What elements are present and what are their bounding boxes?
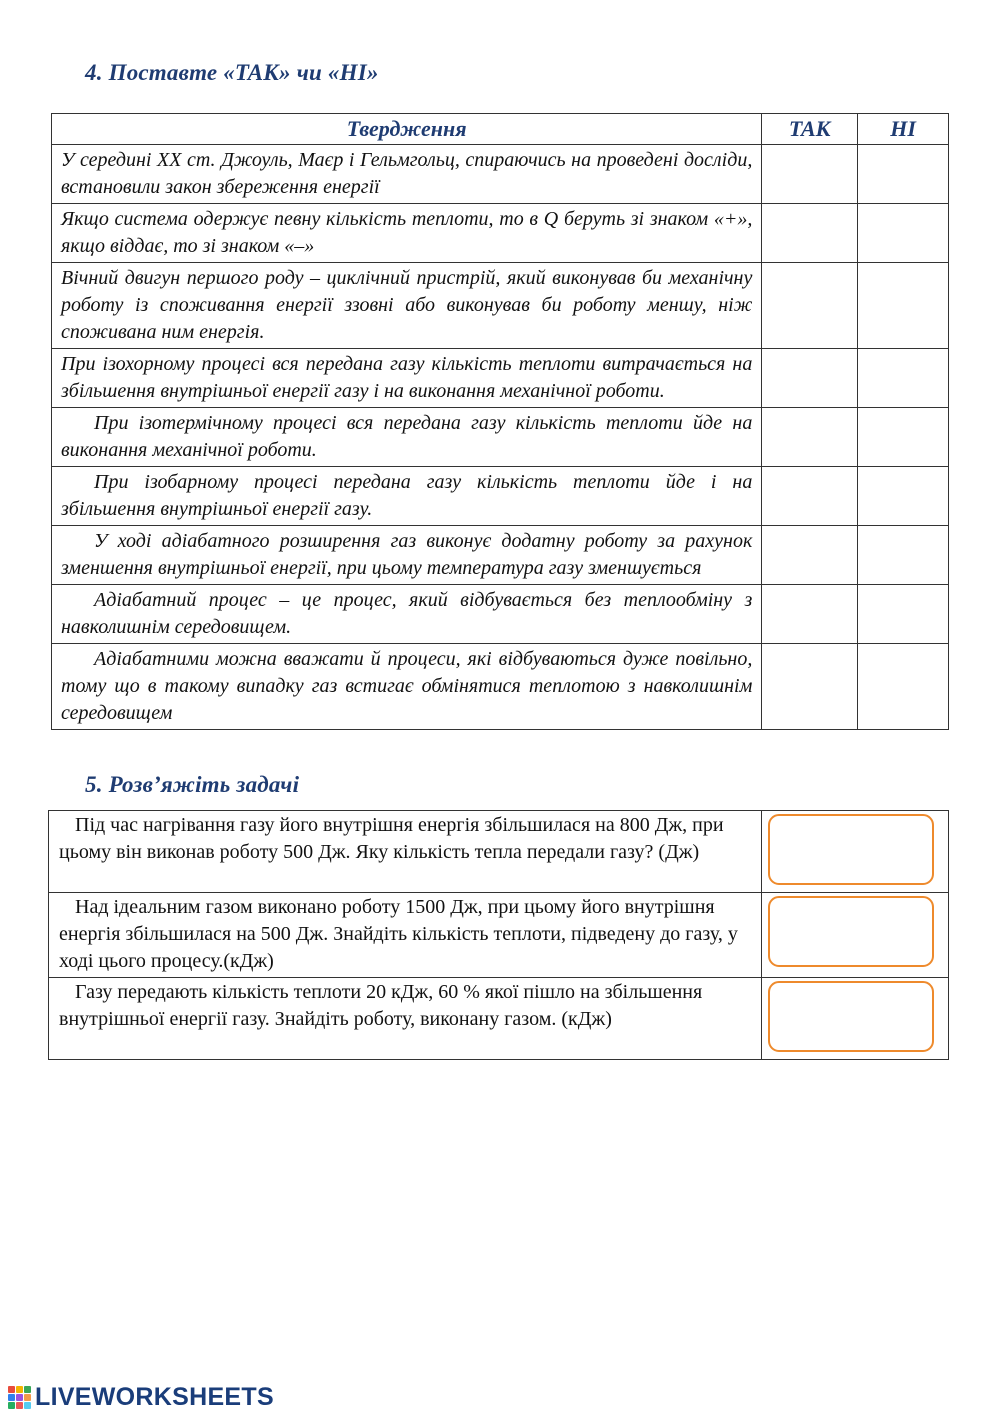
task-row	[49, 811, 949, 893]
tasks-table	[48, 810, 949, 1060]
task-text: Під час нагрівання газу його внутрішня енергія збільшилася на 800 Дж, при цьому він виконав роботу 500 Дж. Яку кількість тепла передали газу? (Дж)	[49, 811, 762, 893]
yes-answer-cell[interactable]	[762, 644, 858, 730]
section-5-title: 5. Розв’яжіть задачі	[85, 772, 300, 797]
yes-answer-cell[interactable]	[762, 145, 858, 204]
statement-text: При ізохорному процесі вся передана газу кількість теплоти витрачається на збільшення внутрішньої енергії газу і на виконання механічної роботи.	[52, 349, 762, 408]
answer-cell	[762, 811, 949, 893]
statement-row	[52, 408, 949, 467]
task-row	[49, 893, 949, 978]
statement-row	[52, 585, 949, 644]
no-answer-cell[interactable]	[858, 585, 949, 644]
statement-text: У середині XX ст. Джоуль, Маєр і Гельмгольц, спираючись на проведені досліди, встановили закон збереження енергії	[52, 145, 762, 204]
task-text: Над ідеальним газом виконано роботу 1500 Дж, при цьому його внутрішня енергія збільшилася на 500 Дж. Знайдіть кількість теплоти, підведену до газу, у ході цього процесу.(кДж)	[49, 893, 762, 978]
logo-block	[8, 1386, 15, 1393]
answer-cell	[762, 893, 949, 978]
answer-cell	[762, 978, 949, 1060]
yes-answer-cell[interactable]	[762, 585, 858, 644]
logo-block	[16, 1394, 23, 1401]
no-answer-cell[interactable]	[858, 349, 949, 408]
liveworksheets-logo	[8, 1379, 274, 1415]
no-answer-cell[interactable]	[858, 145, 949, 204]
answer-input[interactable]	[768, 814, 934, 885]
statement-row	[52, 644, 949, 730]
statement-row	[52, 526, 949, 585]
no-answer-cell[interactable]	[858, 204, 949, 263]
statement-row	[52, 467, 949, 526]
task-row	[49, 978, 949, 1060]
statement-row	[52, 263, 949, 349]
logo-block	[24, 1386, 31, 1393]
logo-block	[16, 1402, 23, 1409]
logo-block	[24, 1394, 31, 1401]
table-header-row	[52, 114, 949, 145]
yes-answer-cell[interactable]	[762, 204, 858, 263]
yes-answer-cell[interactable]	[762, 467, 858, 526]
yes-answer-cell[interactable]	[762, 349, 858, 408]
answer-input[interactable]	[768, 981, 934, 1052]
answer-input[interactable]	[768, 896, 934, 967]
no-answer-cell[interactable]	[858, 467, 949, 526]
statement-text: При ізотермічному процесі вся передана газу кількість теплоти йде на виконання механічної роботи.	[52, 408, 762, 467]
no-answer-cell[interactable]	[858, 644, 949, 730]
section-4-title: 4. Поставте «ТАК» чи «НІ»	[85, 60, 379, 85]
statement-text: При ізобарному процесі передана газу кількість теплоти йде і на збільшення внутрішньої енергії газу.	[52, 467, 762, 526]
statement-row	[52, 145, 949, 204]
task-text: Газу передають кількість теплоти 20 кДж, 60 % якої пішло на збільшення внутрішньої енергії газу. Знайдіть роботу, виконану газом. (кДж)	[49, 978, 762, 1060]
logo-text: LIVEWORKSHEETS	[35, 1382, 274, 1411]
header-statement: Твердження	[52, 114, 762, 145]
statement-text: Адіабатними можна вважати й процеси, які відбуваються дуже повільно, тому що в такому випадку газ встигає обмінятися теплотою з навколишнім середовищем	[52, 644, 762, 730]
yes-answer-cell[interactable]	[762, 526, 858, 585]
statement-text: У ході адіабатного розширення газ виконує додатну роботу за рахунок зменшення внутрішньої енергії, при цьому температура газу зменшується	[52, 526, 762, 585]
logo-blocks-icon	[8, 1386, 31, 1409]
statement-text: Адіабатний процес – це процес, який відбувається без теплообміну з навколишнім середовищем.	[52, 585, 762, 644]
no-answer-cell[interactable]	[858, 408, 949, 467]
logo-block	[8, 1402, 15, 1409]
no-answer-cell[interactable]	[858, 263, 949, 349]
logo-block	[16, 1386, 23, 1393]
yes-answer-cell[interactable]	[762, 408, 858, 467]
logo-block	[8, 1394, 15, 1401]
yes-answer-cell[interactable]	[762, 263, 858, 349]
true-false-table	[51, 113, 949, 730]
no-answer-cell[interactable]	[858, 526, 949, 585]
logo-block	[24, 1402, 31, 1409]
statement-row	[52, 204, 949, 263]
statement-text: Якщо система одержує певну кількість теплоти, то в Q беруть зі знаком «+», якщо віддає, то зі знаком «–»	[52, 204, 762, 263]
statement-row	[52, 349, 949, 408]
header-yes: ТАК	[762, 114, 858, 145]
header-no: НІ	[858, 114, 949, 145]
statement-text: Вічний двигун першого роду – циклічний пристрій, який виконував би механічну роботу із споживання енергії ззовні або виконував би роботу меншу, ніж споживана ним енергія.	[52, 263, 762, 349]
